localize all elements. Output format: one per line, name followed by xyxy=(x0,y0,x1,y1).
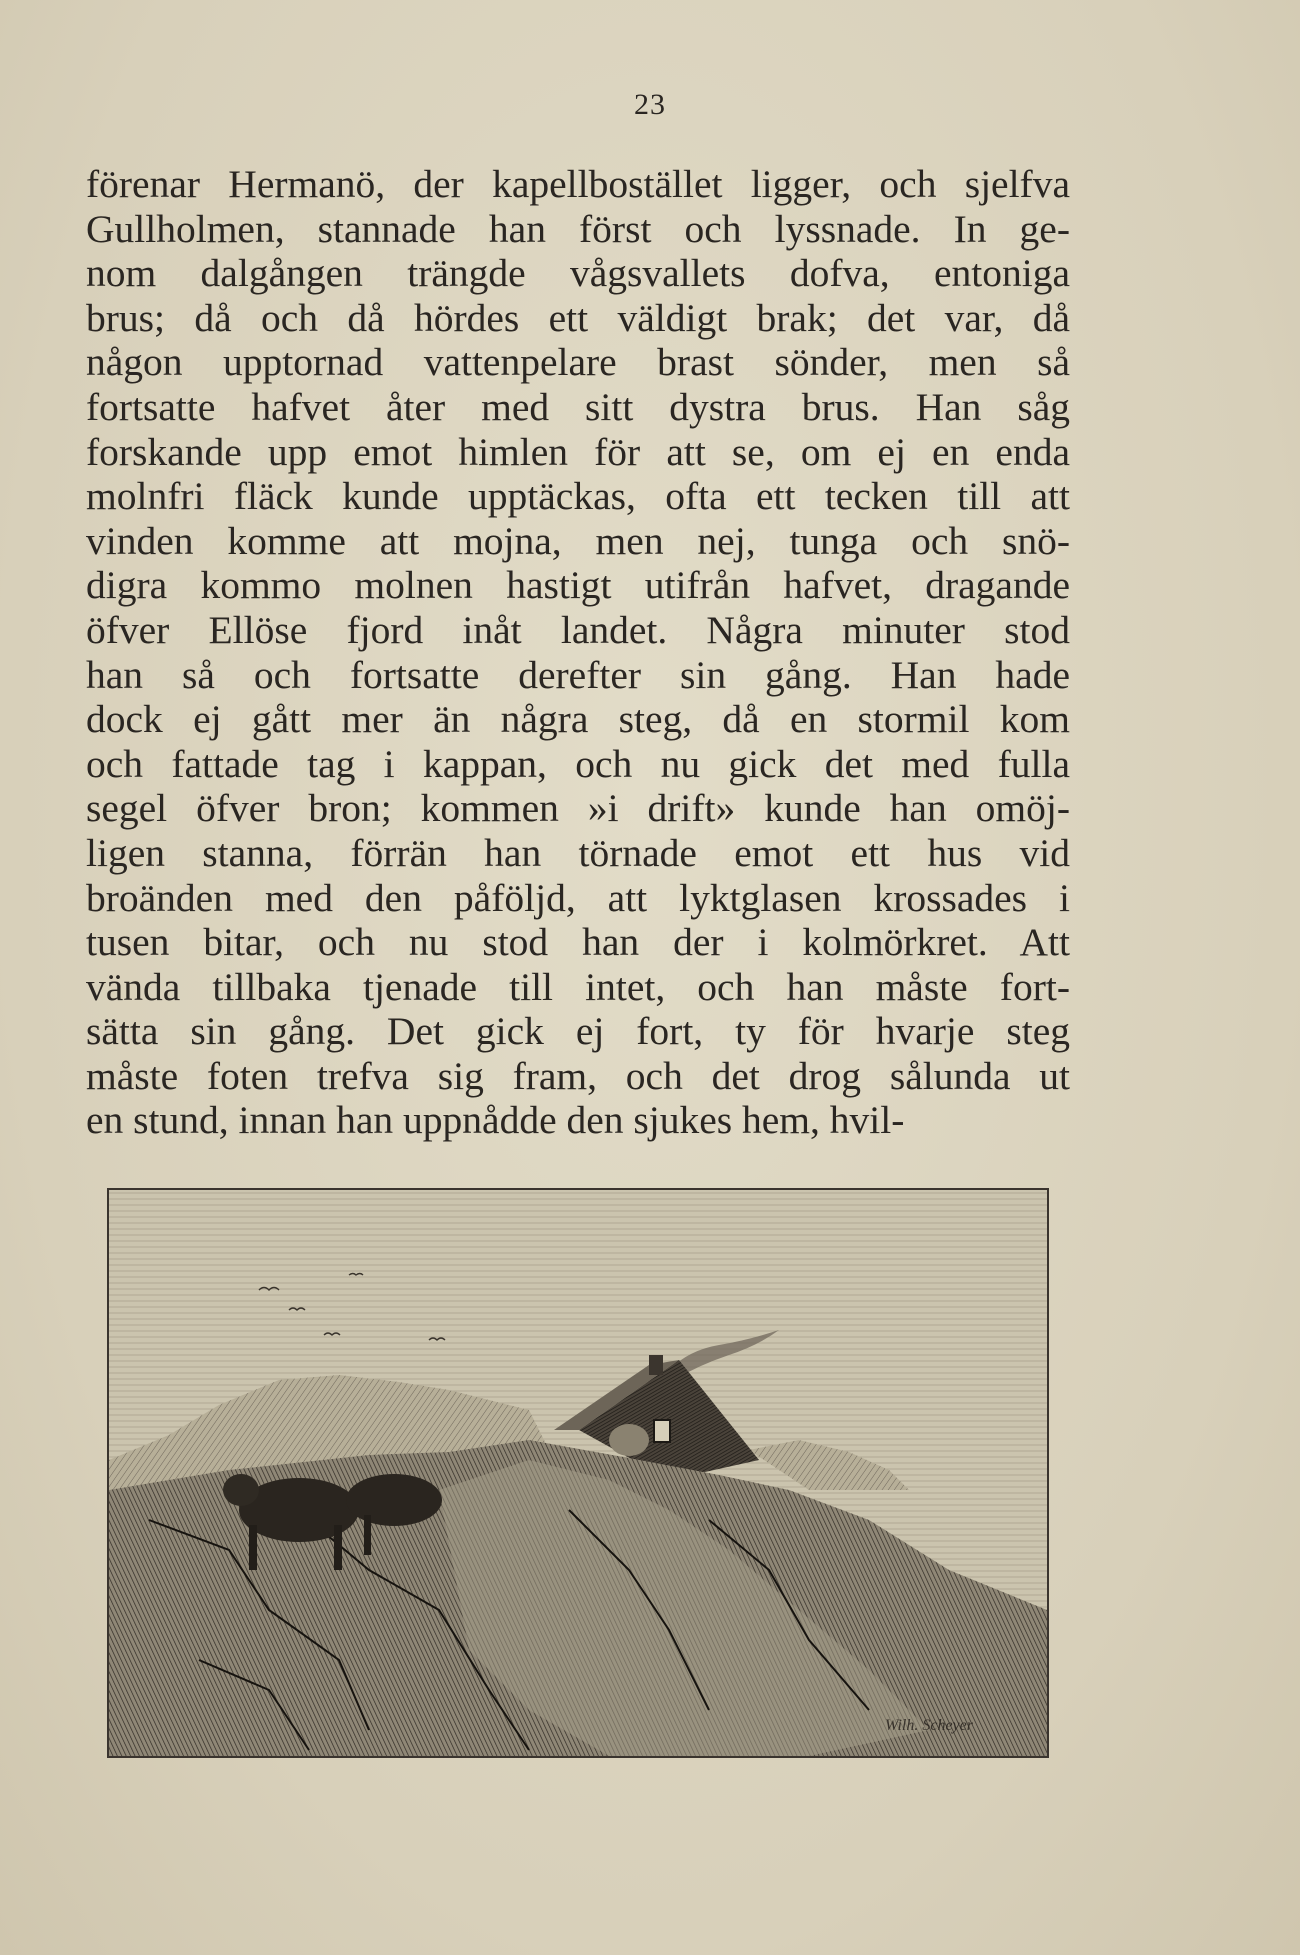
page-number: 23 xyxy=(634,88,666,121)
text-line: sätta sin gång. Det gick ej fort, ty för hvarje steg xyxy=(86,1009,1070,1054)
text-line: dock ej gått mer än några steg, då en stormil kom xyxy=(86,697,1070,742)
text-line: Gullholmen, stannade han först och lyssnade. In ge- xyxy=(86,206,1070,251)
text-line: fortsatte hafvet åter med sitt dystra brus. Han såg xyxy=(86,384,1070,429)
artist-signature: Wilh. Scheyer xyxy=(885,1717,973,1734)
text-line: digra kommo molnen hastigt utifrån hafvet, dragande xyxy=(86,563,1070,608)
text-line: vända tillbaka tjenade till intet, och han måste fort- xyxy=(86,964,1070,1009)
text-line: förenar Hermanö, der kapellbostället ligger, och sjelfva xyxy=(86,162,1070,206)
text-line: han så och fortsatte derefter sin gång. Han hade xyxy=(86,652,1070,697)
landscape-engraving xyxy=(109,1190,1047,1756)
text-line: måste foten trefva sig fram, och det drog sålunda ut xyxy=(86,1053,1070,1098)
text-line: en stund, innan han uppnådde den sjukes hem, hvil- xyxy=(86,1098,905,1143)
text-line: öfver Ellöse fjord inåt landet. Några minuter stod xyxy=(86,607,1070,652)
text-line: nom dalgången trängde vågsvallets dofva, entoniga xyxy=(86,251,1070,296)
engraving-illustration xyxy=(107,1188,1049,1758)
text-line: och fattade tag i kappan, och nu gick det med fulla xyxy=(86,741,1070,786)
text-line: forskande upp emot himlen för att se, om ej en enda xyxy=(86,429,1070,474)
text-line: segel öfver bron; kommen »i drift» kunde han omöj- xyxy=(86,786,1070,831)
text-line: broänden med den påföljd, att lyktglasen krossades i xyxy=(86,875,1070,920)
text-line: ligen stanna, förrän han törnade emot ett hus vid xyxy=(86,830,1070,875)
text-line: brus; då och då hördes ett väldigt brak; det var, då xyxy=(86,295,1070,340)
text-line: tusen bitar, och nu stod han der i kolmörkret. Att xyxy=(86,920,1070,965)
text-line: molnfri fläck kunde upptäckas, ofta ett tecken till att xyxy=(86,474,1070,519)
body-text xyxy=(86,162,1070,1143)
text-line: vinden komme att mojna, men nej, tunga och snö- xyxy=(86,518,1070,563)
text-line: någon upptornad vattenpelare brast sönder, men så xyxy=(86,340,1070,385)
